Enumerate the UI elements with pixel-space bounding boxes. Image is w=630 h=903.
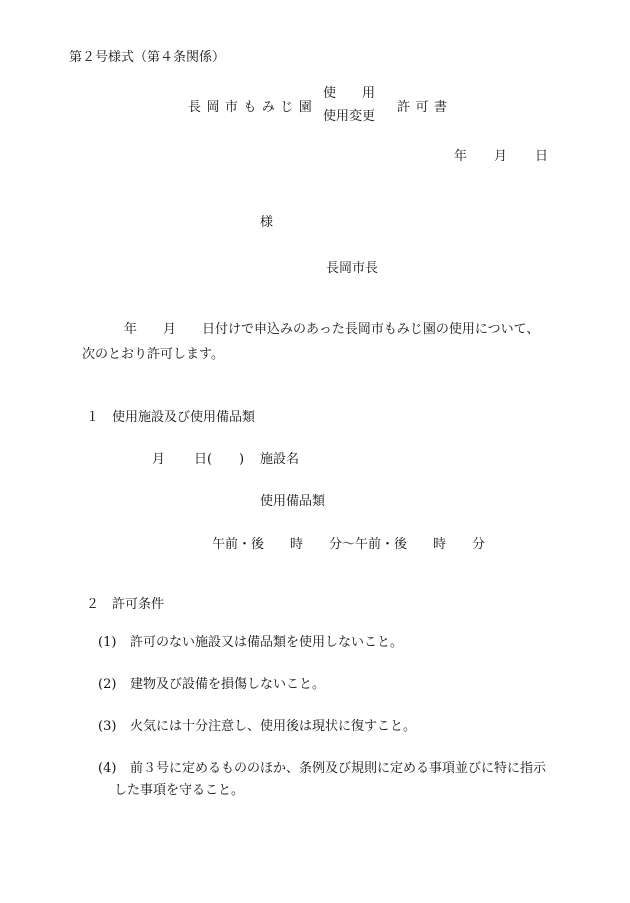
title-suffix: 許可書 [397,100,453,115]
title-prefix: 長岡市もみじ園 [188,100,318,115]
section-2-heading: ２ 許可条件 [86,597,165,612]
condition-number: (2) [98,677,117,692]
body-line-2: 次のとおり許可します。 [82,347,224,362]
condition-text: 建物及び設備を損傷しないこと。 [130,677,326,692]
use-time-range: 午前・後 時 分〜午前・後 時 分 [212,537,486,552]
equipment-label: 使用備品類 [260,494,326,509]
use-date-month: 月 [152,452,166,467]
issuer: 長岡市長 [326,261,379,276]
condition-text-continued: した事項を守ること。 [114,783,245,798]
body-line-1: 年 月 日付けで申込みのあった長岡市もみじ園の使用について、 [124,322,540,337]
condition-number: (1) [98,635,117,650]
use-date-day: 日( [194,452,213,467]
condition-text: 火気には十分注意し、使用後は現状に復すこと。 [130,719,417,734]
section-1-heading: １ 使用施設及び使用備品類 [86,410,256,425]
condition-text: 前３号に定めるもののほか、条例及び規則に定める事項並びに特に指示 [130,761,547,776]
date-month-label: 月 [494,149,508,164]
title-use-change-option: 使用変更 [323,109,376,124]
use-date-paren-close: ) [239,452,245,467]
facility-name-label: 施設名 [260,452,300,467]
addressee-suffix: 様 [260,215,274,230]
date-year-label: 年 [454,149,468,164]
condition-text: 許可のない施設又は備品類を使用しないこと。 [130,635,404,650]
condition-number: (3) [98,719,117,734]
title-use-option: 使 用 [323,86,376,101]
form-number: 第２号様式（第４条関係） [69,50,226,65]
condition-number: (4) [98,761,117,776]
date-day-label: 日 [535,149,549,164]
